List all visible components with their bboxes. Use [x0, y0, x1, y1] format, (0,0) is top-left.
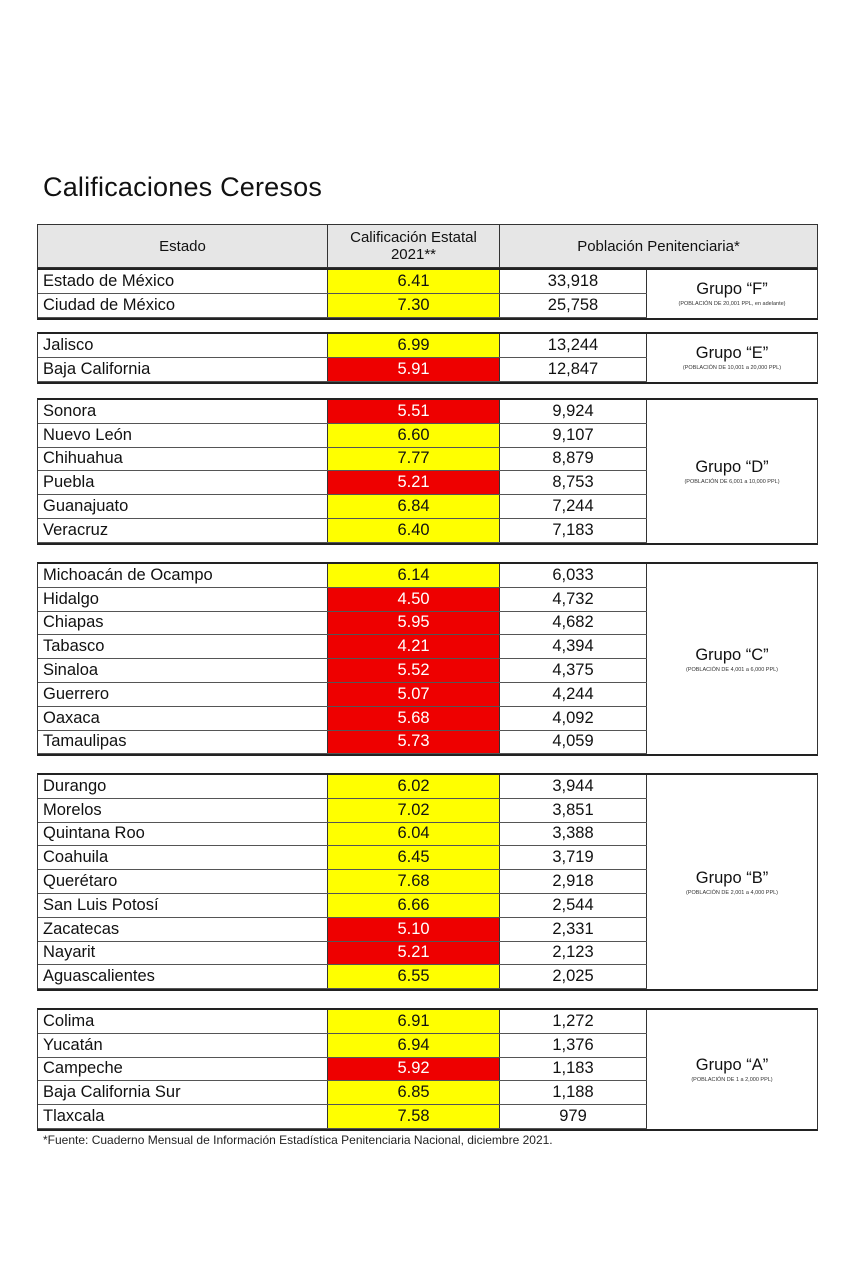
- estado-cell: Estado de México: [38, 270, 328, 293]
- calificacion-cell: 4.21: [328, 635, 500, 658]
- grupo-name: Grupo “D”: [695, 457, 769, 476]
- poblacion-cell: 12,847: [500, 358, 647, 381]
- calificacion-cell: 5.21: [328, 471, 500, 494]
- estado-cell: Zacatecas: [38, 918, 328, 941]
- estado-cell: Veracruz: [38, 519, 328, 542]
- calificacion-cell: 6.14: [328, 564, 500, 587]
- group-2: [37, 398, 818, 545]
- grupo-range: (POBLACIÓN DE 6,001 a 10,000 PPL): [684, 478, 780, 485]
- estado-cell: Guerrero: [38, 683, 328, 706]
- calificacion-cell: 6.41: [328, 270, 500, 293]
- estado-cell: Yucatán: [38, 1034, 328, 1057]
- grupo-name: Grupo “C”: [695, 645, 769, 664]
- estado-cell: Hidalgo: [38, 588, 328, 611]
- grupo-range: (POBLACIÓN DE 10,001 a 20,000 PPL): [682, 365, 782, 372]
- estado-cell: Colima: [38, 1010, 328, 1033]
- poblacion-cell: 4,394: [500, 635, 647, 658]
- estado-cell: Durango: [38, 775, 328, 798]
- header-calificacion-line2: 2021**: [390, 246, 437, 263]
- estado-cell: Morelos: [38, 799, 328, 822]
- poblacion-cell: 2,918: [500, 870, 647, 893]
- grupo-range: (POBLACIÓN DE 4,001 a 6,000 PPL): [685, 666, 779, 673]
- poblacion-cell: 3,851: [500, 799, 647, 822]
- calificacion-cell: 5.91: [328, 358, 500, 381]
- page-title: Calificaciones Ceresos: [43, 172, 323, 202]
- estado-cell: Nayarit: [38, 942, 328, 965]
- grupo-range: (POBLACIÓN DE 20,001 PPL, en adelante): [678, 301, 786, 308]
- poblacion-cell: 33,918: [500, 270, 647, 293]
- poblacion-cell: 3,719: [500, 846, 647, 869]
- poblacion-cell: 2,123: [500, 942, 647, 965]
- poblacion-cell: 2,331: [500, 918, 647, 941]
- estado-cell: Baja California Sur: [38, 1081, 328, 1104]
- poblacion-cell: 3,944: [500, 775, 647, 798]
- grupo-label: [647, 1010, 817, 1129]
- calificacion-cell: 5.07: [328, 683, 500, 706]
- group-5: [37, 1008, 818, 1131]
- poblacion-cell: 4,059: [500, 731, 647, 754]
- calificacion-cell: 7.02: [328, 799, 500, 822]
- calificacion-cell: 4.50: [328, 588, 500, 611]
- poblacion-cell: 2,025: [500, 965, 647, 988]
- calificacion-cell: 6.45: [328, 846, 500, 869]
- calificacion-cell: 5.95: [328, 612, 500, 635]
- poblacion-cell: 4,732: [500, 588, 647, 611]
- estado-cell: Puebla: [38, 471, 328, 494]
- poblacion-cell: 9,924: [500, 400, 647, 423]
- poblacion-cell: 4,375: [500, 659, 647, 682]
- calificacion-cell: 7.30: [328, 294, 500, 317]
- poblacion-cell: 7,244: [500, 495, 647, 518]
- grupo-name: Grupo “B”: [695, 868, 769, 887]
- estado-cell: Coahuila: [38, 846, 328, 869]
- estado-cell: Campeche: [38, 1058, 328, 1081]
- grupo-range: (POBLACIÓN DE 1 a 2,000 PPL): [691, 1076, 773, 1083]
- calificacion-cell: 6.04: [328, 823, 500, 846]
- estado-cell: Chiapas: [38, 612, 328, 635]
- grupo-label: [647, 334, 817, 382]
- grupo-label: [647, 775, 817, 989]
- calificacion-cell: 6.85: [328, 1081, 500, 1104]
- header-calificacion: [328, 225, 500, 267]
- calificacion-cell: 6.99: [328, 334, 500, 357]
- estado-cell: Aguascalientes: [38, 965, 328, 988]
- calificacion-cell: 6.40: [328, 519, 500, 542]
- estado-cell: San Luis Potosí: [38, 894, 328, 917]
- poblacion-cell: 4,092: [500, 707, 647, 730]
- footnote: *Fuente: Cuaderno Mensual de Información Estadística Penitenciaria Nacional, diciembre 2021.: [43, 1133, 553, 1147]
- grupo-label: [647, 270, 817, 318]
- estado-cell: Tamaulipas: [38, 731, 328, 754]
- calificacion-cell: 5.92: [328, 1058, 500, 1081]
- calificacion-cell: 6.60: [328, 424, 500, 447]
- poblacion-cell: 1,188: [500, 1081, 647, 1104]
- poblacion-cell: 8,879: [500, 448, 647, 471]
- estado-cell: Querétaro: [38, 870, 328, 893]
- grupo-name: Grupo “A”: [695, 1055, 769, 1074]
- group-1: [37, 332, 818, 384]
- estado-cell: Quintana Roo: [38, 823, 328, 846]
- calificacion-cell: 6.94: [328, 1034, 500, 1057]
- poblacion-cell: 4,244: [500, 683, 647, 706]
- poblacion-cell: 1,183: [500, 1058, 647, 1081]
- poblacion-cell: 9,107: [500, 424, 647, 447]
- header-estado: Estado: [38, 225, 328, 267]
- calificacion-cell: 5.52: [328, 659, 500, 682]
- grupo-label: [647, 400, 817, 543]
- calificacion-cell: 7.68: [328, 870, 500, 893]
- poblacion-cell: 6,033: [500, 564, 647, 587]
- poblacion-cell: 3,388: [500, 823, 647, 846]
- calificacion-cell: 5.73: [328, 731, 500, 754]
- calificacion-cell: 7.77: [328, 448, 500, 471]
- grupo-name: Grupo “F”: [696, 280, 768, 299]
- poblacion-cell: 13,244: [500, 334, 647, 357]
- poblacion-cell: 1,376: [500, 1034, 647, 1057]
- poblacion-cell: 979: [500, 1105, 647, 1128]
- table-header: [37, 224, 818, 268]
- poblacion-cell: 2,544: [500, 894, 647, 917]
- group-3: [37, 562, 818, 756]
- estado-cell: Ciudad de México: [38, 294, 328, 317]
- grupo-range: (POBLACIÓN DE 2,001 a 4,000 PPL): [685, 889, 779, 896]
- calificacion-cell: 6.66: [328, 894, 500, 917]
- grupo-label: [647, 564, 817, 754]
- grupo-name: Grupo “E”: [695, 344, 769, 363]
- poblacion-cell: 1,272: [500, 1010, 647, 1033]
- calificacion-cell: 7.58: [328, 1105, 500, 1128]
- calificacion-cell: 6.84: [328, 495, 500, 518]
- group-0: [37, 268, 818, 320]
- calificacion-cell: 6.91: [328, 1010, 500, 1033]
- poblacion-cell: 8,753: [500, 471, 647, 494]
- estado-cell: Chihuahua: [38, 448, 328, 471]
- calificacion-cell: 5.21: [328, 942, 500, 965]
- estado-cell: Michoacán de Ocampo: [38, 564, 328, 587]
- estado-cell: Sinaloa: [38, 659, 328, 682]
- poblacion-cell: 25,758: [500, 294, 647, 317]
- calificacion-cell: 5.68: [328, 707, 500, 730]
- calificacion-cell: 6.55: [328, 965, 500, 988]
- estado-cell: Nuevo León: [38, 424, 328, 447]
- estado-cell: Sonora: [38, 400, 328, 423]
- estado-cell: Tabasco: [38, 635, 328, 658]
- calificacion-cell: 5.51: [328, 400, 500, 423]
- estado-cell: Baja California: [38, 358, 328, 381]
- header-poblacion: Población Penitenciaria*: [577, 237, 740, 255]
- calificacion-cell: 5.10: [328, 918, 500, 941]
- estado-cell: Tlaxcala: [38, 1105, 328, 1128]
- poblacion-cell: 7,183: [500, 519, 647, 542]
- header-calificacion-line1: Calificación Estatal: [350, 229, 477, 246]
- poblacion-cell: 4,682: [500, 612, 647, 635]
- group-4: [37, 773, 818, 991]
- estado-cell: Jalisco: [38, 334, 328, 357]
- estado-cell: Guanajuato: [38, 495, 328, 518]
- calificacion-cell: 6.02: [328, 775, 500, 798]
- estado-cell: Oaxaca: [38, 707, 328, 730]
